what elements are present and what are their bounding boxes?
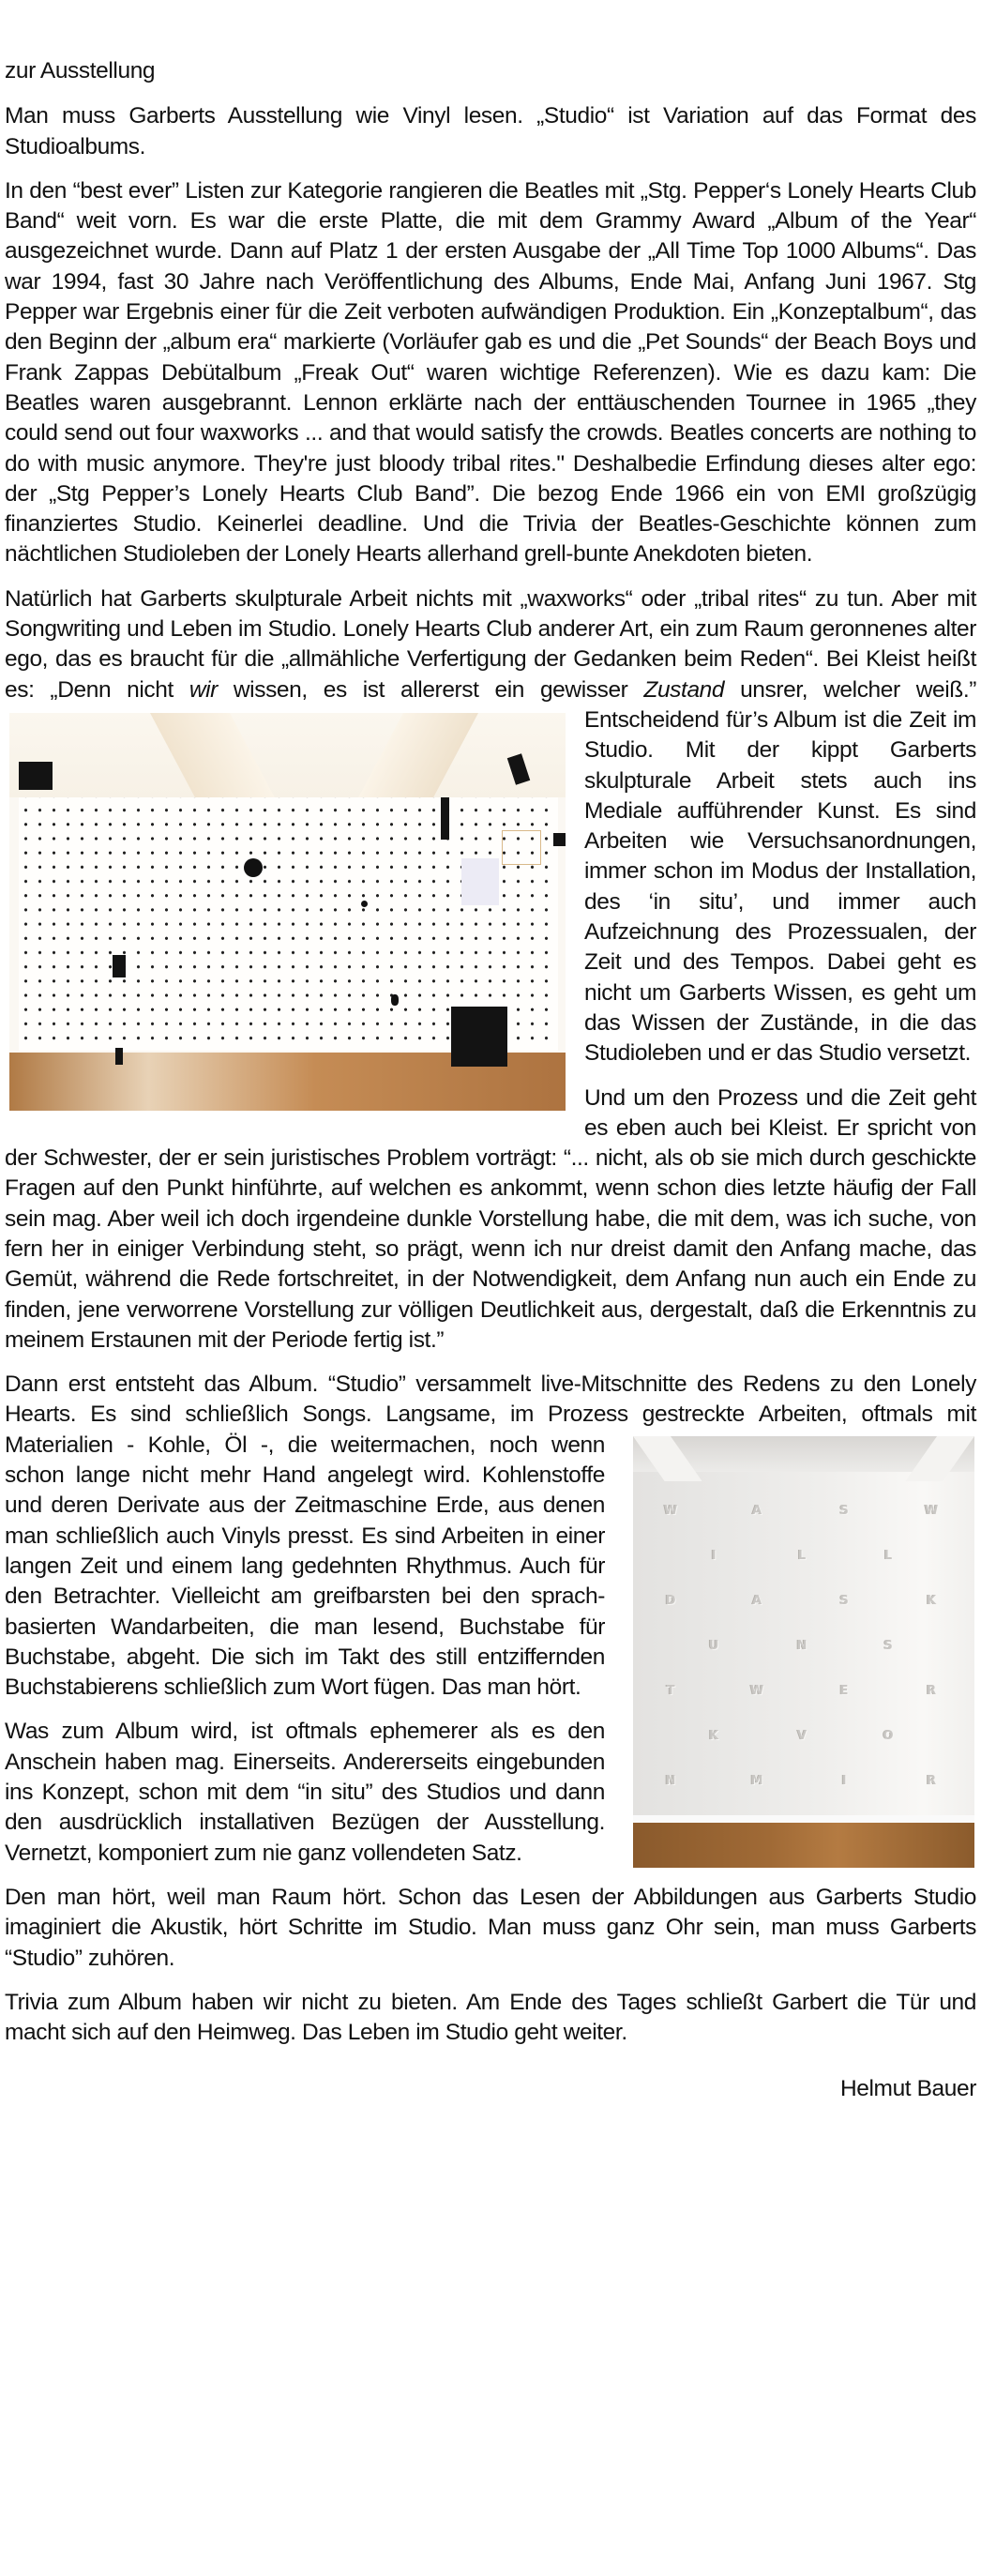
paragraph-process: Und um den Prozess und die Zeit geht es eben auch bei Kleist. Er spricht von der Schwester, der er sein juristisches Problem vorträgt: “... nicht, als ob sie mich durch geschickte Fragen auf den Punkt hinführte, auf welchen es ankommt, wenn schon dies letzte häufig der Fall sein mag. Aber weil ich doch irgendeine dunkle Vorstellung habe, die mit dem, was ich suche, von fern her in einiger Verbindung steht, so prägt, wenn ich nur dreist damit den Anfang mache, das Gemüt, während die Rede fortschreitet, in der Notwendigkeit, dem Anfang nun auch ein Ende zu finden, jene verworrene Vorstellung zur völligen Deutlichkeit aus, dergestalt, daß die Erkenntnis zu meinem Erstaunen mit der Periode fertig ist.” xyxy=(5,1084,976,1353)
text-run xyxy=(584,677,976,1067)
wall-letter: S xyxy=(839,1593,849,1608)
emphasis-wir: wir xyxy=(189,676,218,703)
wall-letter: R xyxy=(926,1773,936,1788)
text-run: Dann erst entsteht das Album. “Studio” versammelt live-Mitschnitte des Redens zu den Lonely Hearts. Es sind schließlich Songs. Langsame, im Prozess gestreckte xyxy=(5,1371,976,1428)
photo-black-square xyxy=(451,1007,507,1067)
emphasis-zustand: Zustand xyxy=(643,676,725,703)
wall-letter: M xyxy=(750,1773,763,1788)
paragraph-ephemeral: Was zum Album wird, ist oftmals ephemerer als es den Anschein haben mag. Einerseits. Andererseits eingebunden ins Konzept, schon mit dem “in situ” des Studios und dann den ausdrücklich installativen Bezügen der Ausstellung. Vernetzt, komponiert zum nie ganz vollendeten Satz. xyxy=(5,1719,605,1866)
wall-letter: U xyxy=(708,1638,719,1653)
article xyxy=(5,56,976,2119)
photo-speaker-object xyxy=(361,901,368,907)
photo-black-object xyxy=(441,797,449,840)
photo-black-object xyxy=(553,833,566,846)
letters-wall-photo xyxy=(633,1436,974,1868)
text-run: Studio. Mit der kippt Garberts skulpturale Arbeit stets auch ins Mediale aufführender Kunst. Es sind Arbeiten wie Versuchsanordnungen, immer schon im Modus der Installation, des ‘in situ’, und immer auch Aufzeichnung des Prozessualen, der Zeit und des Tempos. Dabei geht es nicht um Garberts Wissen, es geht um das Wissen der Zustände, in die das Studioleben und er das Studio versetzt. xyxy=(584,737,976,1067)
wall-letter: I xyxy=(841,1773,847,1788)
wall-letter: W xyxy=(749,1683,764,1698)
text-run: Natürlich hat Garberts skulpturale Arbeit nichts mit „waxworks“ oder „tribal rites“ zu tun. Aber mit Songwriting und Leben im Studio. Lonely Hearts Club anderer Art, ein zum Raum geronnenes alter ego, das es braucht für die „allmähliche Verfertigung der Gedanken beim Reden“. Bei Kleist heißt es: „Denn nicht xyxy=(5,585,976,703)
wall-letter: N xyxy=(796,1638,807,1653)
photo-black-panel xyxy=(115,1048,123,1065)
wall-letter: L xyxy=(797,1548,807,1563)
paragraph-beatles: In den “best ever” Listen zur Kategorie rangieren die Beatles mit „Stg. Pepper‘s Lonely Hearts Club Band“ weit vorn. Es war die erste Platte, die mit dem Grammy Award „Album of the Year“ ausgezeichnet wurde. Dann auf Platz 1 der ersten Ausgabe der „All Time Top 1000 Albums“. Das war 1994, fast 30 Jahre nach Veröffentlichung des Albums, Ende Mai, Anfang Juni 1967. Stg Pepper war Ergebnis einer für die Zeit verboten aufwändigen Produktion. Ein „Konzeptalbum“, das den Beginn der „album era“ markierte (Vorläufer gab es und die „Pet Sounds“ der Beach Boys und Frank Zappas Debütalbum „Freak Out“ waren wichtige Referenzen). Wie es dazu kam: Die Beatles waren ausgebrannt. Lennon erklärte nach der enttäuschenden Tournee in 1965 „they could send out four waxworks ... and that would satisfy the crowds. Beatles concerts are nothing to do with music anymore. They're just bloody tribal rites." Deshalbedie Erfindung dieses alter ego: der „Stg Pepper’s Lonely Hearts Club Band”. Die bezog Ende 1966 ein von EMI großzügig finanziertes Studio. Keinerlei deadline. Und die Trivia der Beatles-Geschichte können zum nächtlichen Studioleben der Lonely Hearts allerhand grell-bunte Anekdoten bieten. xyxy=(5,177,976,568)
photo-outline-frame xyxy=(502,830,541,865)
wall-letter: L xyxy=(883,1548,893,1563)
article-heading: zur Ausstellung xyxy=(5,58,156,83)
paragraph-trivia: Trivia zum Album haben wir nicht zu bieten. Am Ende des Tages schließt Garbert die Tür und macht sich auf den Heimweg. Das Leben im Studio geht weiter. xyxy=(5,1989,976,2046)
paragraph-listening: Den man hört, weil man Raum hört. Schon das Lesen der Abbildungen aus Garberts Studio imaginiert die Akustik, hört Schritte im Studio. Man muss ganz Ohr sein, man muss Garberts “Studio” zuhören. xyxy=(5,1884,976,1971)
photo-speaker-object xyxy=(244,858,263,877)
wall-letter: I xyxy=(711,1548,717,1563)
photo-ceiling xyxy=(9,713,566,797)
wall-letter: A xyxy=(751,1503,762,1518)
wall-letter: D xyxy=(665,1593,676,1608)
photo-paper-sheet xyxy=(461,858,499,905)
wall-letter: R xyxy=(926,1683,936,1698)
photo-baseboard xyxy=(633,1815,974,1823)
wall-letter: S xyxy=(839,1503,849,1518)
photo-speaker-object xyxy=(391,994,399,1006)
photo-wooden-floor xyxy=(633,1823,974,1868)
wall-letter: W xyxy=(924,1503,939,1518)
text-run: wissen, es ist allererst ein gewisser xyxy=(217,676,644,703)
wall-letter: A xyxy=(751,1593,762,1608)
paragraph-intro: Man muss Garberts Ausstellung wie Vinyl lesen. „Studio“ ist Variation auf das Format des Studioalbums. xyxy=(5,103,976,159)
paragraph-kleist-studio xyxy=(5,584,976,1069)
wall-letter: O xyxy=(883,1728,894,1743)
wall-letter: N xyxy=(665,1773,676,1788)
text-run: Arbeiten, oftmals mit Materialien - Kohle, Öl -, die weitermachen, noch wenn schon lange nicht mehr Hand angelegt wird. Kohlenstoffe und deren Derivate aus der Zeitmaschine Erde, aus denen man schließlich auch Vinyls presst. Es sind Arbeiten in einer langen Zeit und einem lang gedehnten Rhythmus. Auch für den Betrachter. Vielleicht am greifbarsten bei den sprach-basierten Wandarbeiten, die man lesend, Buchstabe für Buchstabe, abgeht. Die sich im Takt des still entziffernden Buchstabierens schließlich zum Wort fügen. Das man hört. xyxy=(5,1402,976,1701)
photo-black-panel xyxy=(113,955,126,977)
text-run: unsrer, welcher weiß.” Entscheidend für’s Album ist die Zeit im xyxy=(584,676,976,733)
wall-letter: T xyxy=(666,1683,675,1698)
pegboard-studio-photo xyxy=(9,713,566,1111)
wall-letter: V xyxy=(796,1728,807,1743)
photo-black-object xyxy=(19,762,53,790)
author-signature: Helmut Bauer xyxy=(840,2076,976,2102)
paragraph-album xyxy=(5,1370,976,1788)
wall-letter: K xyxy=(926,1593,937,1608)
wall-letter: S xyxy=(883,1638,893,1653)
wall-letter: W xyxy=(663,1503,678,1518)
wall-letter: E xyxy=(839,1683,849,1698)
wall-letter: K xyxy=(708,1728,719,1743)
